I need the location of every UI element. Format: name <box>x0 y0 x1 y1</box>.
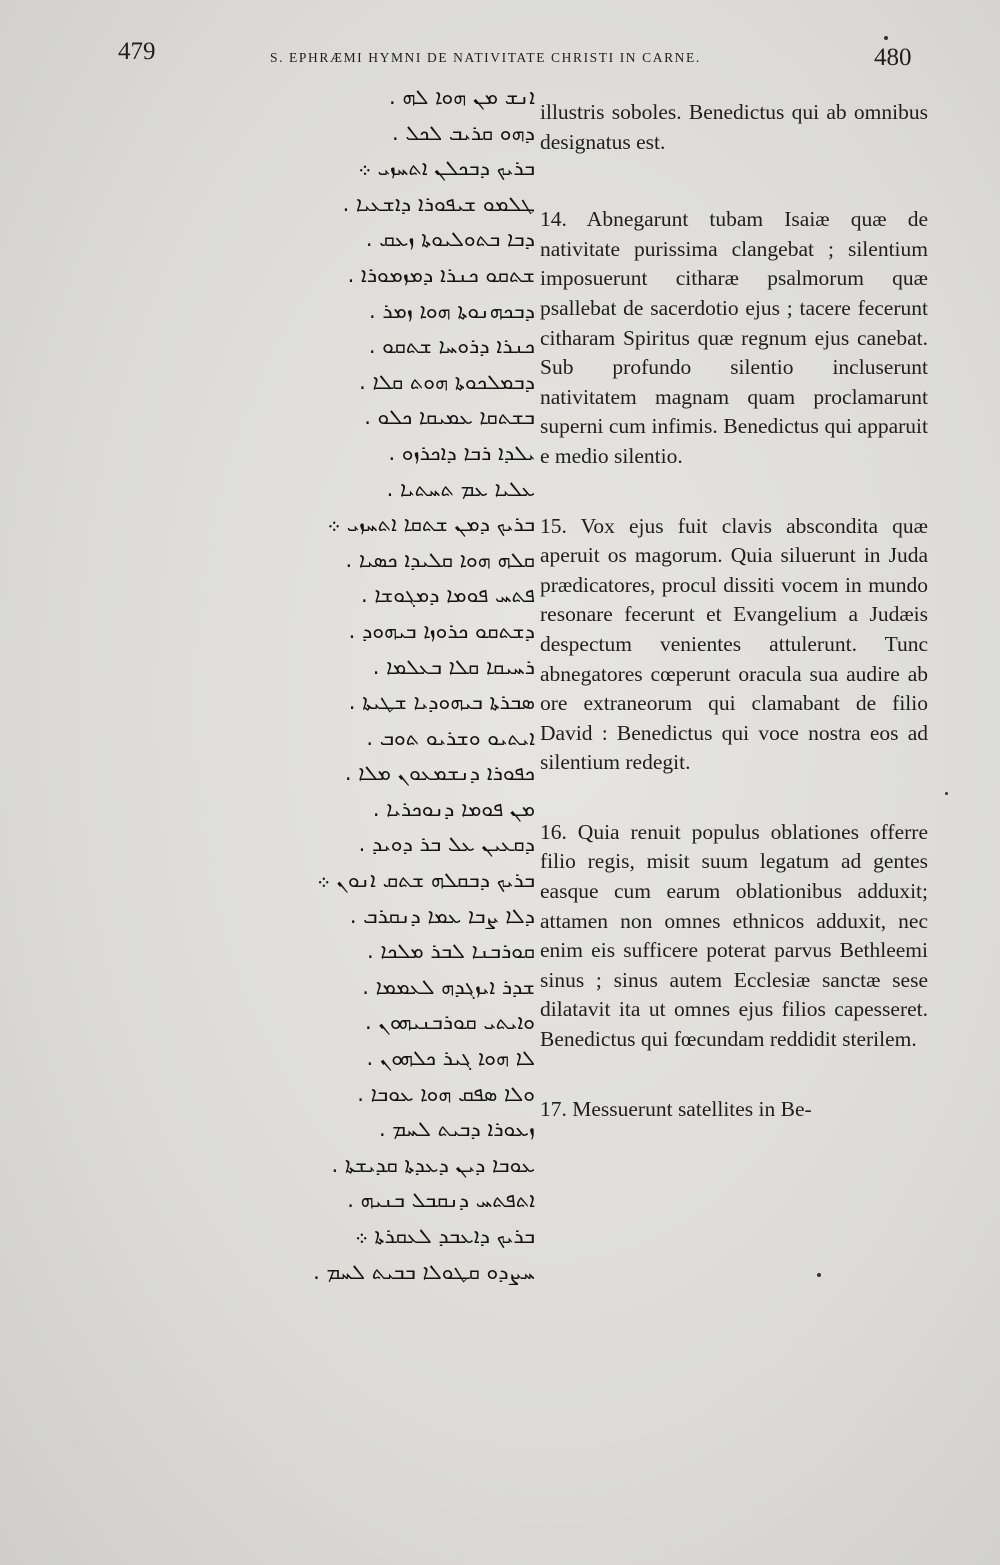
syriac-verse-line: ܥܠܝܐ ܥܡ ܬܚܬܝܐ . <box>386 476 535 501</box>
page-number-right: 480 <box>874 44 912 71</box>
syriac-verse-line: ܕܒܡܠܟܘܬܐ ܗܘܬ ܩܠܐ . <box>359 369 535 394</box>
syriac-verse-line: ܪܚܝܩܐ ܩܠܐ ܒܥܠܡܐ . <box>372 654 535 679</box>
syriac-verse-line: ܥܘܒܐ ܕܝܢ ܕܥܕܬܐ ܩܕܝܫܬܐ . <box>331 1152 535 1177</box>
syriac-verse-line: ܕܫܬܩܘ ܟܪܘܙܐ ܒܝܗܘܕ . <box>348 618 535 643</box>
syriac-verse-line: ܩܠܗ ܗܘܐ ܩܠܝܕܐ ܟܣܝܐ . <box>345 547 535 572</box>
syriac-verse-line: ܘܠܐ ܣܦܩ ܗܘܐ ܥܘܒܐ . <box>357 1081 535 1106</box>
syriac-verse-line: ܕܒܟܗܢܘܬܐ ܗܘܐ ܙܡܪ . <box>368 298 535 323</box>
syriac-verse-line: ܕܒܐ ܒܬܘܠܝܘܬܐ ܙܥܩ . <box>365 227 535 252</box>
syriac-verse-line: ܛܠܡܘ ܫܝܦܘܪܐ ܕܐܫܥܝܐ . <box>342 191 535 216</box>
syriac-verse-line: ܝܠܕܐ ܪܒܐ ܕܐܟܪܙܘ . <box>388 440 535 465</box>
syriac-verse-line: ܐܢܫ ܡܢ ܗܘܐ ܠܗ . <box>389 85 535 109</box>
syriac-verse-line: ܒܪܝܟ ܕܡܢ ܫܬܩܐ ܐܬܚܙܝ ܀ <box>327 512 535 537</box>
syriac-verse-line: ܐܬܦܬܚ ܕܢܩܒܠ ܒܢܝܗ . <box>347 1188 535 1213</box>
syriac-verse-line: ܙܥܘܪܐ ܕܒܝܬ ܠܚܡ . <box>378 1117 535 1142</box>
ink-speck <box>884 36 888 40</box>
running-title: S. EPHRÆMI HYMNI DE NATIVITATE CHRISTI IN CARNE. <box>270 50 701 65</box>
latin-text-column <box>540 98 928 1124</box>
latin-paragraph-17: 17. Messuerunt satellites in Be- <box>540 1096 812 1121</box>
syriac-verse-line: ܚܨܕܘ ܩܛܘܠܐ ܒܒܝܬ ܠܚܡ . <box>313 1259 535 1284</box>
syriac-verse-line: ܩܘܪܒܢܐ ܠܒܪ ܡܠܟܐ . <box>367 939 535 964</box>
syriac-verse-line: ܡܢ ܦܘܡܐ ܕܢܘܟܪܝܐ . <box>372 796 535 821</box>
page-header <box>0 38 1000 78</box>
syriac-verse-line: ܕܩܥܝܢ ܥܠ ܒܪ ܕܘܝܕ . <box>358 832 535 857</box>
latin-paragraph-16: 16. Quia renuit populus oblationes offerre filio regis, misit suum legatum ad gentes easque cum earum oblationibus adduxit; attamen non omnes ethnicos adduxit, nec enim eis sufficere poterat parvus Bethleemi sinus ; sinus autem Ecclesiæ sanctæ sese dilatavit ita ut omnes ejus filios capesseret. Benedictus qui fœcundam reddidit sterilem. <box>540 819 928 1052</box>
syriac-verse-line: ܒܪܝܟ ܕܒܩܠܗ ܫܬܩ ܐܢܘܢ ܀ <box>317 868 535 893</box>
syriac-verse-line: ܒܪܝܟ ܕܐܥܒܕ ܠܥܩܪܬܐ ܀ <box>355 1224 535 1248</box>
latin-paragraph-15: 15. Vox ejus fuit clavis abscondita quæ aperuit os magorum. Quia siluerunt in Juda prædicatores, procul dissiti vocem in mundo resonare fecerunt et Evangelium a Judæis despectum venientes attulerunt. Tunc abnegatores cœperunt oracula sua audire ab ore extraneorum qui clamabant de filio David : Benedictus qui voce nostra eos ad silentium redegit. <box>540 513 928 775</box>
syriac-verse-line: ܦܬܚ ܦܘܡܐ ܕܡܓܘܫܐ . <box>361 583 535 608</box>
syriac-verse-line: ܟܦܘܪܐ ܕܢܫܡܥܘܢ ܡܠܐ . <box>344 761 535 786</box>
syriac-text-column <box>250 80 535 1290</box>
syriac-verse-line: ܟܢܪܐ ܕܪܘܚܐ ܫܬܩܘ . <box>368 334 535 359</box>
syriac-verse-line: ܒܫܬܩܐ ܥܡܝܩܐ ܟܠܘ . <box>364 405 535 430</box>
latin-paragraph-13: illustris soboles. Benedictus qui ab omnibus designatus est. <box>540 100 928 154</box>
latin-paragraph-14: 14. Abnegarunt tubam Isaiæ quæ de nativitate purissima clangebat ; silentium imposuerunt citharæ psalmorum quæ psallebat de sacerdotio ejus ; tacere fecerunt citharam Spiritus quæ regnum ejus canebat. Sub profundo silentio incluserunt nativitatem magnam quam proclamarunt superni cum infimis. Benedictus qui apparuit e medio silentio. <box>540 207 928 468</box>
ink-speck <box>945 792 948 795</box>
syriac-verse-line: ܒܪܝܟ ܕܒܟܠܢ ܐܬܚܙܝ ܀ <box>358 156 535 181</box>
syriac-verse-line: ܐܝܬܝܘ ܘܫܪܝܘ ܬܘܒ . <box>366 725 535 750</box>
syriac-verse-line: ܣܒܪܬܐ ܒܝܗܘܕܝܐ ܫܛܝܬܐ . <box>348 690 535 715</box>
syriac-verse-line: ܕܗܘ ܩܪܝܒ ܠܟܠ . <box>392 120 535 145</box>
syriac-verse-line: ܫܕܪ ܐܝܙܓܕܗ ܠܥܡܡܐ . <box>362 974 535 999</box>
syriac-verse-line: ܠܐ ܗܘܐ ܓܝܪ ܟܠܗܘܢ . <box>366 1046 535 1071</box>
syriac-verse-line: ܘܐܝܬܝ ܩܘܪܒܢܝܗܘܢ . <box>365 1010 535 1035</box>
syriac-verse-line: ܫܬܩܘ ܟܢܪܐ ܕܡܙܡܘܪܐ . <box>347 262 535 287</box>
page-number-left: 479 <box>118 38 156 65</box>
syriac-verse-line: ܕܠܐ ܨܒܐ ܥܡܐ ܕܢܩܪܒ . <box>349 903 535 928</box>
ink-speck <box>817 1273 821 1277</box>
